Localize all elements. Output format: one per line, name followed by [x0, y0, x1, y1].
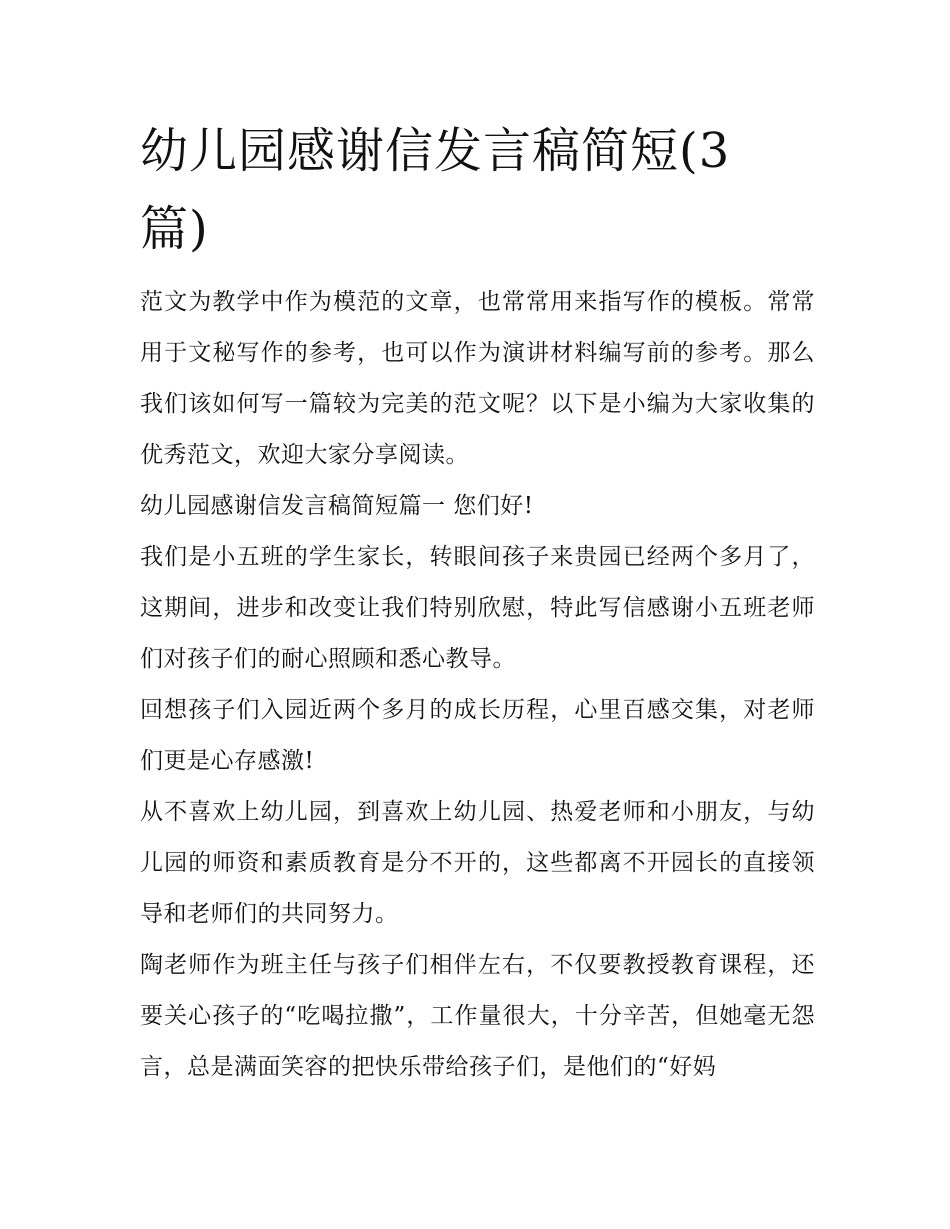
paragraph-progress: 从不喜欢上幼儿园，到喜欢上幼儿园、热爱老师和小朋友，与幼儿园的师资和素质教育是分不开的，这些都离不开园长的直接领导和老师们的共同努力。	[140, 799, 815, 927]
paragraph-letter-heading: 幼儿园感谢信发言稿简短篇一 您们好!	[140, 493, 534, 519]
paragraph-teacher-tao: 陶老师作为班主任与孩子们相伴左右，不仅要教授教育课程，还要关心孩子的“吃喝拉撒”，工作量很大，十分辛苦，但她毫无怨言，总是满面笑容的把快乐带给孩子们，是他们的“好妈	[140, 952, 815, 1080]
paragraph-intro: 范文为教学中作为模范的文章，也常常用来指写作的模板。常常用于文秘写作的参考，也可以作为演讲材料编写前的参考。那么我们该如何写一篇较为完美的范文呢？以下是小编为大家收集的优秀范文，欢迎大家分享阅读。	[140, 289, 815, 468]
paragraph-parents: 我们是小五班的学生家长，转眼间孩子来贵园已经两个多月了，这期间，进步和改变让我们特别欣慰，特此写信感谢小五班老师们对孩子们的耐心照顾和悉心教导。	[140, 544, 815, 672]
paragraph-recollection: 回想孩子们入园近两个多月的成长历程，心里百感交集，对老师们更是心存感激!	[140, 697, 815, 774]
document-body	[140, 277, 815, 1093]
document-title: 幼儿园感谢信发言稿简短(3篇)	[140, 123, 731, 257]
